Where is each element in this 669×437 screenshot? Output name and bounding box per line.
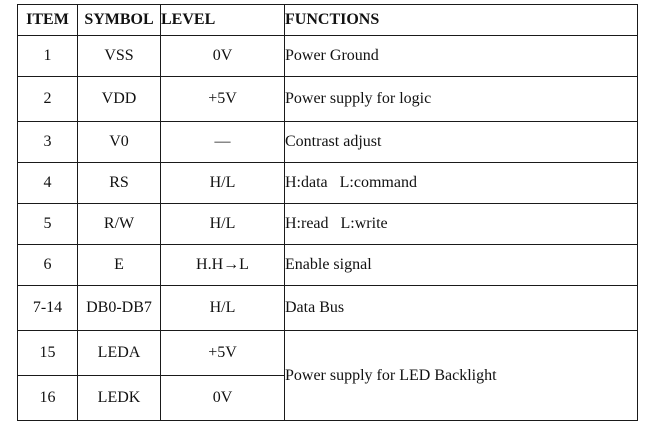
cell-item: 5 xyxy=(18,204,78,245)
cell-function-merged: Power supply for LED Backlight xyxy=(285,331,638,421)
cell-symbol: V0 xyxy=(78,122,161,163)
cell-level: H/L xyxy=(161,163,285,204)
cell-item: 2 xyxy=(18,77,78,122)
pin-function-table xyxy=(17,4,638,421)
header-row xyxy=(18,5,638,36)
header-symbol: SYMBOL xyxy=(78,5,161,36)
cell-function: H:read L:write xyxy=(285,204,638,245)
cell-function: Data Bus xyxy=(285,286,638,331)
cell-level: — xyxy=(161,122,285,163)
cell-function: Enable signal xyxy=(285,245,638,286)
header-functions: FUNCTIONS xyxy=(285,5,638,36)
table-row xyxy=(18,77,638,122)
table-row xyxy=(18,163,638,204)
cell-level: 0V xyxy=(161,376,285,421)
cell-symbol: RS xyxy=(78,163,161,204)
cell-level: H/L xyxy=(161,204,285,245)
table-row xyxy=(18,286,638,331)
cell-item: 1 xyxy=(18,36,78,77)
cell-level: H.H→L xyxy=(161,245,285,286)
cell-level: +5V xyxy=(161,331,285,376)
cell-function: H:data L:command xyxy=(285,163,638,204)
cell-symbol: LEDK xyxy=(78,376,161,421)
cell-item: 16 xyxy=(18,376,78,421)
table-row xyxy=(18,204,638,245)
header-level: LEVEL xyxy=(161,5,285,36)
cell-level: 0V xyxy=(161,36,285,77)
cell-symbol: VDD xyxy=(78,77,161,122)
table-row xyxy=(18,122,638,163)
table-row xyxy=(18,245,638,286)
cell-level: H/L xyxy=(161,286,285,331)
cell-symbol: VSS xyxy=(78,36,161,77)
cell-level: +5V xyxy=(161,77,285,122)
cell-item: 15 xyxy=(18,331,78,376)
header-item: ITEM xyxy=(18,5,78,36)
table-row xyxy=(18,331,638,376)
table-row xyxy=(18,36,638,77)
cell-symbol: R/W xyxy=(78,204,161,245)
cell-symbol: LEDA xyxy=(78,331,161,376)
cell-symbol: DB0-DB7 xyxy=(78,286,161,331)
cell-item: 6 xyxy=(18,245,78,286)
cell-function: Power supply for logic xyxy=(285,77,638,122)
cell-item: 3 xyxy=(18,122,78,163)
cell-item: 7-14 xyxy=(18,286,78,331)
cell-function: Power Ground xyxy=(285,36,638,77)
cell-symbol: E xyxy=(78,245,161,286)
cell-function: Contrast adjust xyxy=(285,122,638,163)
cell-item: 4 xyxy=(18,163,78,204)
